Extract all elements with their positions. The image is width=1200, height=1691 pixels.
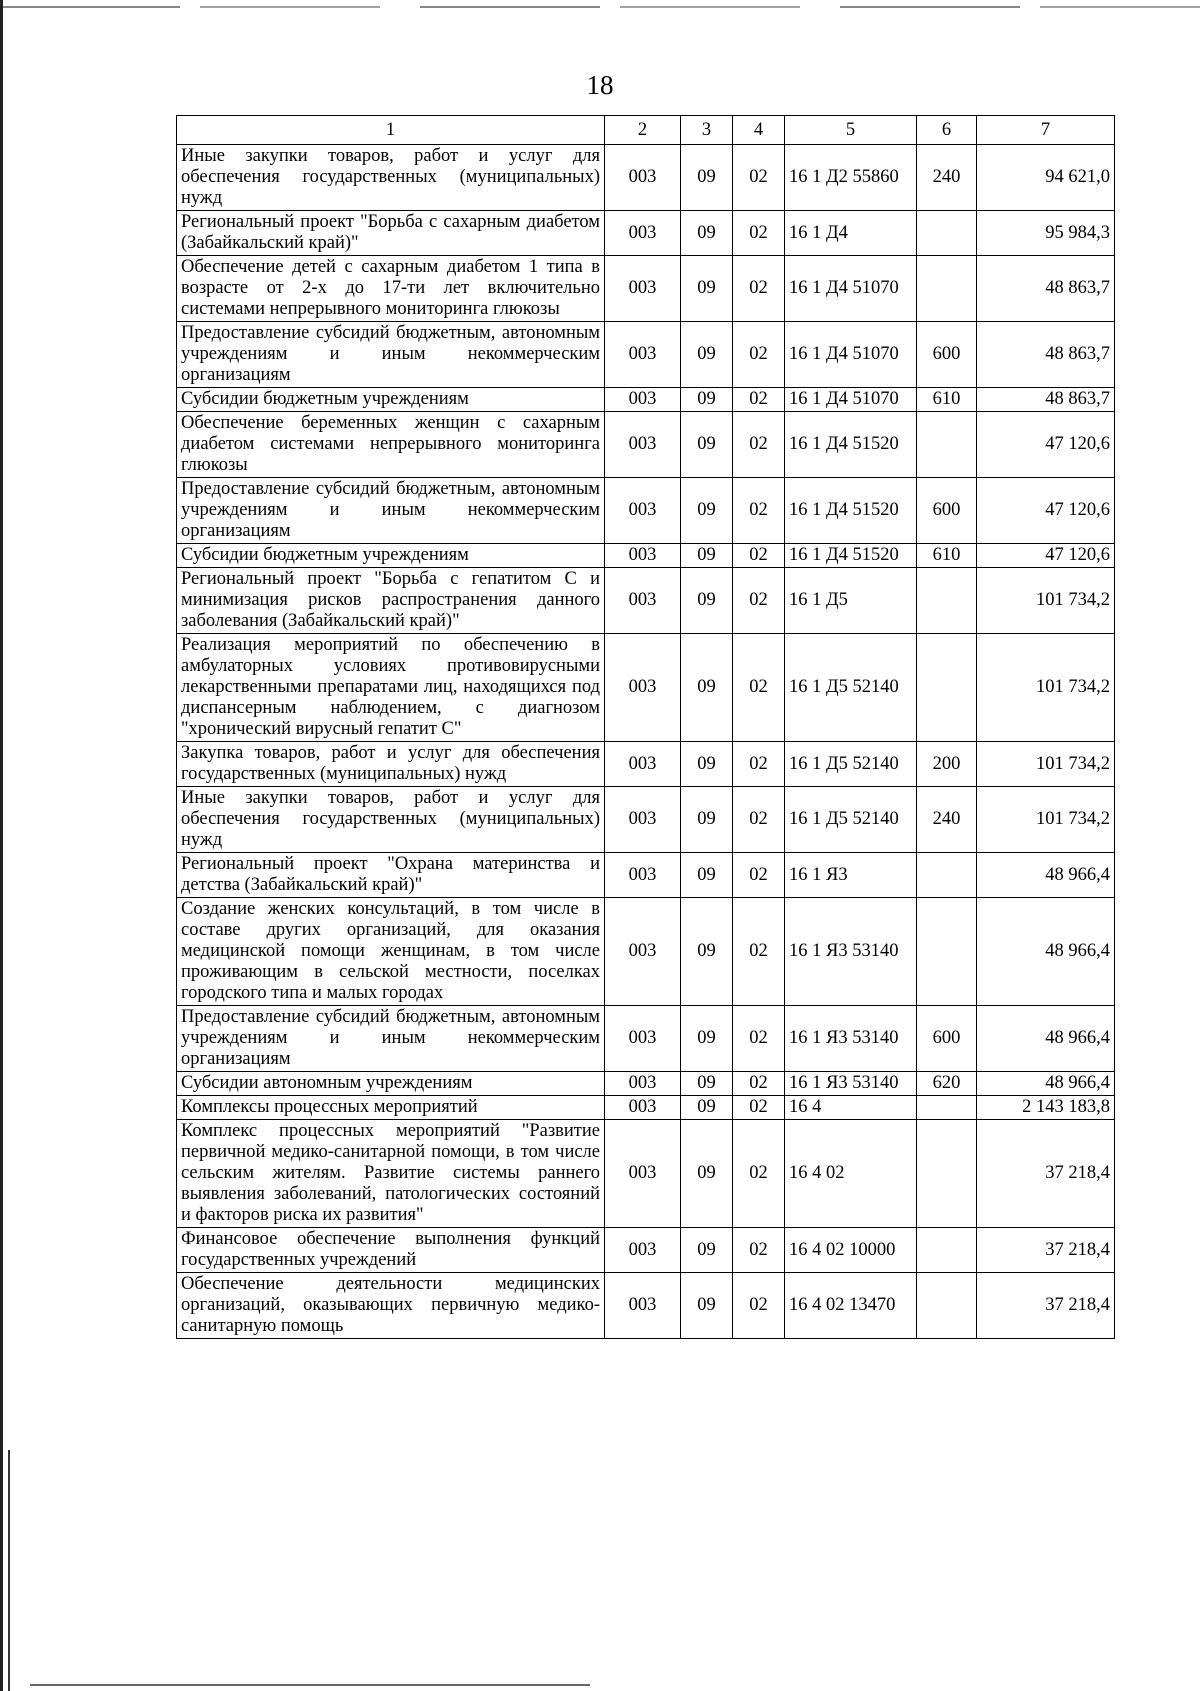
code-ministry-cell: 003 bbox=[605, 1096, 681, 1120]
code-ministry-cell: 003 bbox=[605, 412, 681, 478]
code-section-cell: 09 bbox=[681, 853, 733, 898]
code-subsection-cell: 02 bbox=[733, 742, 785, 787]
row-name-cell: Предоставление субсидий бюджетным, автономным учреждениям и иным некоммерческим организациям bbox=[177, 1006, 605, 1072]
code-section-cell: 09 bbox=[681, 898, 733, 1006]
row-name-cell: Предоставление субсидий бюджетным, автономным учреждениям и иным некоммерческим организациям bbox=[177, 322, 605, 388]
code-subsection-cell: 02 bbox=[733, 256, 785, 322]
code-section-cell: 09 bbox=[681, 1072, 733, 1096]
code-subsection-cell: 02 bbox=[733, 1273, 785, 1339]
code-expense-type-cell bbox=[917, 412, 977, 478]
table-row bbox=[177, 256, 1115, 322]
row-name-cell: Обеспечение беременных женщин с сахарным диабетом системами непрерывного мониторинга глюкозы bbox=[177, 412, 605, 478]
budget-table bbox=[176, 115, 1115, 1339]
table-row bbox=[177, 544, 1115, 568]
code-ministry-cell: 003 bbox=[605, 322, 681, 388]
code-target-cell: 16 4 bbox=[785, 1096, 917, 1120]
code-subsection-cell: 02 bbox=[733, 211, 785, 256]
amount-cell: 101 734,2 bbox=[977, 787, 1115, 853]
table-row bbox=[177, 1096, 1115, 1120]
code-expense-type-cell bbox=[917, 898, 977, 1006]
code-expense-type-cell bbox=[917, 1120, 977, 1228]
amount-cell: 37 218,4 bbox=[977, 1228, 1115, 1273]
amount-cell: 101 734,2 bbox=[977, 634, 1115, 742]
code-subsection-cell: 02 bbox=[733, 388, 785, 412]
code-target-cell: 16 4 02 bbox=[785, 1120, 917, 1228]
code-target-cell: 16 1 Я3 53140 bbox=[785, 1072, 917, 1096]
code-target-cell: 16 1 Д4 51070 bbox=[785, 322, 917, 388]
code-ministry-cell: 003 bbox=[605, 544, 681, 568]
code-subsection-cell: 02 bbox=[733, 1228, 785, 1273]
column-header: 5 bbox=[785, 116, 917, 145]
code-expense-type-cell bbox=[917, 634, 977, 742]
scan-artifact-left-mark bbox=[8, 1450, 10, 1691]
code-section-cell: 09 bbox=[681, 211, 733, 256]
code-subsection-cell: 02 bbox=[733, 634, 785, 742]
table-row bbox=[177, 1006, 1115, 1072]
code-subsection-cell: 02 bbox=[733, 898, 785, 1006]
table-row bbox=[177, 787, 1115, 853]
column-header: 4 bbox=[733, 116, 785, 145]
code-section-cell: 09 bbox=[681, 1228, 733, 1273]
code-section-cell: 09 bbox=[681, 388, 733, 412]
code-ministry-cell: 003 bbox=[605, 568, 681, 634]
amount-cell: 47 120,6 bbox=[977, 478, 1115, 544]
row-name-cell: Финансовое обеспечение выполнения функций государственных учреждений bbox=[177, 1228, 605, 1273]
code-subsection-cell: 02 bbox=[733, 853, 785, 898]
code-ministry-cell: 003 bbox=[605, 634, 681, 742]
code-target-cell: 16 1 Я3 53140 bbox=[785, 1006, 917, 1072]
code-subsection-cell: 02 bbox=[733, 787, 785, 853]
column-header: 7 bbox=[977, 116, 1115, 145]
code-target-cell: 16 1 Д5 bbox=[785, 568, 917, 634]
table-row bbox=[177, 478, 1115, 544]
code-subsection-cell: 02 bbox=[733, 412, 785, 478]
code-section-cell: 09 bbox=[681, 322, 733, 388]
code-expense-type-cell: 610 bbox=[917, 388, 977, 412]
code-expense-type-cell: 240 bbox=[917, 145, 977, 211]
table-row bbox=[177, 388, 1115, 412]
column-header: 3 bbox=[681, 116, 733, 145]
code-target-cell: 16 1 Д4 51070 bbox=[785, 388, 917, 412]
amount-cell: 47 120,6 bbox=[977, 412, 1115, 478]
amount-cell: 101 734,2 bbox=[977, 742, 1115, 787]
code-ministry-cell: 003 bbox=[605, 1072, 681, 1096]
code-subsection-cell: 02 bbox=[733, 145, 785, 211]
table-row bbox=[177, 634, 1115, 742]
code-section-cell: 09 bbox=[681, 412, 733, 478]
row-name-cell: Субсидии автономным учреждениям bbox=[177, 1072, 605, 1096]
code-expense-type-cell: 600 bbox=[917, 478, 977, 544]
amount-cell: 94 621,0 bbox=[977, 145, 1115, 211]
scan-artifact-left-edge bbox=[0, 0, 3, 1691]
code-section-cell: 09 bbox=[681, 568, 733, 634]
scan-artifact-top bbox=[0, 6, 1200, 8]
row-name-cell: Комплекс процессных мероприятий "Развитие первичной медико-санитарной помощи, в том числе сельским жителям. Развитие системы раннего выявления заболеваний, патологических состояний и факторов риска их развития" bbox=[177, 1120, 605, 1228]
code-expense-type-cell bbox=[917, 1228, 977, 1273]
code-ministry-cell: 003 bbox=[605, 1228, 681, 1273]
table-row bbox=[177, 1273, 1115, 1339]
code-target-cell: 16 1 Д5 52140 bbox=[785, 742, 917, 787]
amount-cell: 101 734,2 bbox=[977, 568, 1115, 634]
code-subsection-cell: 02 bbox=[733, 1072, 785, 1096]
table-row bbox=[177, 1072, 1115, 1096]
row-name-cell: Обеспечение детей с сахарным диабетом 1 типа в возрасте от 2-х до 17-ти лет включительно системами непрерывного мониторинга глюкозы bbox=[177, 256, 605, 322]
code-section-cell: 09 bbox=[681, 145, 733, 211]
row-name-cell: Создание женских консультаций, в том числе в составе других организаций, для оказания медицинской помощи женщинам, в том числе проживающим в сельской местности, поселках городского типа и малых городах bbox=[177, 898, 605, 1006]
code-expense-type-cell: 240 bbox=[917, 787, 977, 853]
code-subsection-cell: 02 bbox=[733, 478, 785, 544]
amount-cell: 48 966,4 bbox=[977, 1072, 1115, 1096]
amount-cell: 48 863,7 bbox=[977, 388, 1115, 412]
code-expense-type-cell: 620 bbox=[917, 1072, 977, 1096]
row-name-cell: Обеспечение деятельности медицинских организаций, оказывающих первичную медико-санитарную помощь bbox=[177, 1273, 605, 1339]
code-expense-type-cell bbox=[917, 853, 977, 898]
code-section-cell: 09 bbox=[681, 1006, 733, 1072]
table-row bbox=[177, 1228, 1115, 1273]
code-subsection-cell: 02 bbox=[733, 544, 785, 568]
table-header-row bbox=[177, 116, 1115, 145]
code-ministry-cell: 003 bbox=[605, 853, 681, 898]
code-subsection-cell: 02 bbox=[733, 1006, 785, 1072]
row-name-cell: Субсидии бюджетным учреждениям bbox=[177, 388, 605, 412]
code-target-cell: 16 1 Д5 52140 bbox=[785, 634, 917, 742]
code-target-cell: 16 1 Д4 51070 bbox=[785, 256, 917, 322]
column-header: 1 bbox=[177, 116, 605, 145]
code-ministry-cell: 003 bbox=[605, 1120, 681, 1228]
code-ministry-cell: 003 bbox=[605, 388, 681, 412]
code-expense-type-cell bbox=[917, 1273, 977, 1339]
table-row bbox=[177, 742, 1115, 787]
amount-cell: 95 984,3 bbox=[977, 211, 1115, 256]
code-section-cell: 09 bbox=[681, 256, 733, 322]
amount-cell: 2 143 183,8 bbox=[977, 1096, 1115, 1120]
table-row bbox=[177, 322, 1115, 388]
amount-cell: 48 863,7 bbox=[977, 322, 1115, 388]
code-target-cell: 16 1 Д5 52140 bbox=[785, 787, 917, 853]
code-section-cell: 09 bbox=[681, 544, 733, 568]
code-subsection-cell: 02 bbox=[733, 1096, 785, 1120]
amount-cell: 37 218,4 bbox=[977, 1273, 1115, 1339]
code-ministry-cell: 003 bbox=[605, 478, 681, 544]
code-section-cell: 09 bbox=[681, 787, 733, 853]
row-name-cell: Закупка товаров, работ и услуг для обеспечения государственных (муниципальных) нужд bbox=[177, 742, 605, 787]
page-number: 18 bbox=[586, 70, 614, 100]
code-expense-type-cell: 600 bbox=[917, 322, 977, 388]
column-header: 6 bbox=[917, 116, 977, 145]
table-row bbox=[177, 568, 1115, 634]
table-row bbox=[177, 145, 1115, 211]
row-name-cell: Предоставление субсидий бюджетным, автономным учреждениям и иным некоммерческим организациям bbox=[177, 478, 605, 544]
code-target-cell: 16 1 Д2 55860 bbox=[785, 145, 917, 211]
code-ministry-cell: 003 bbox=[605, 742, 681, 787]
code-section-cell: 09 bbox=[681, 1120, 733, 1228]
code-ministry-cell: 003 bbox=[605, 145, 681, 211]
code-expense-type-cell bbox=[917, 211, 977, 256]
row-name-cell: Региональный проект "Охрана материнства и детства (Забайкальский край)" bbox=[177, 853, 605, 898]
code-ministry-cell: 003 bbox=[605, 1006, 681, 1072]
code-ministry-cell: 003 bbox=[605, 1273, 681, 1339]
code-section-cell: 09 bbox=[681, 478, 733, 544]
code-expense-type-cell bbox=[917, 1096, 977, 1120]
table-body bbox=[177, 145, 1115, 1339]
table-row bbox=[177, 412, 1115, 478]
amount-cell: 37 218,4 bbox=[977, 1120, 1115, 1228]
code-ministry-cell: 003 bbox=[605, 211, 681, 256]
amount-cell: 48 966,4 bbox=[977, 898, 1115, 1006]
code-target-cell: 16 4 02 10000 bbox=[785, 1228, 917, 1273]
scan-artifact-bottom bbox=[30, 1684, 590, 1686]
code-expense-type-cell bbox=[917, 256, 977, 322]
code-target-cell: 16 1 Я3 53140 bbox=[785, 898, 917, 1006]
code-target-cell: 16 1 Д4 bbox=[785, 211, 917, 256]
row-name-cell: Субсидии бюджетным учреждениям bbox=[177, 544, 605, 568]
code-expense-type-cell: 610 bbox=[917, 544, 977, 568]
code-expense-type-cell: 600 bbox=[917, 1006, 977, 1072]
table-row bbox=[177, 211, 1115, 256]
row-name-cell: Иные закупки товаров, работ и услуг для обеспечения государственных (муниципальных) нужд bbox=[177, 787, 605, 853]
code-ministry-cell: 003 bbox=[605, 898, 681, 1006]
code-subsection-cell: 02 bbox=[733, 1120, 785, 1228]
code-target-cell: 16 4 02 13470 bbox=[785, 1273, 917, 1339]
code-section-cell: 09 bbox=[681, 1096, 733, 1120]
row-name-cell: Комплексы процессных мероприятий bbox=[177, 1096, 605, 1120]
table-row bbox=[177, 853, 1115, 898]
row-name-cell: Региональный проект "Борьба с гепатитом С и минимизация рисков распространения данного заболевания (Забайкальский край)" bbox=[177, 568, 605, 634]
amount-cell: 47 120,6 bbox=[977, 544, 1115, 568]
amount-cell: 48 863,7 bbox=[977, 256, 1115, 322]
code-ministry-cell: 003 bbox=[605, 256, 681, 322]
code-target-cell: 16 1 Д4 51520 bbox=[785, 544, 917, 568]
code-section-cell: 09 bbox=[681, 634, 733, 742]
code-ministry-cell: 003 bbox=[605, 787, 681, 853]
table-row bbox=[177, 898, 1115, 1006]
code-section-cell: 09 bbox=[681, 1273, 733, 1339]
table-row bbox=[177, 1120, 1115, 1228]
code-subsection-cell: 02 bbox=[733, 568, 785, 634]
code-target-cell: 16 1 Д4 51520 bbox=[785, 478, 917, 544]
row-name-cell: Региональный проект "Борьба с сахарным диабетом (Забайкальский край)" bbox=[177, 211, 605, 256]
column-header: 2 bbox=[605, 116, 681, 145]
amount-cell: 48 966,4 bbox=[977, 853, 1115, 898]
code-subsection-cell: 02 bbox=[733, 322, 785, 388]
code-expense-type-cell: 200 bbox=[917, 742, 977, 787]
code-expense-type-cell bbox=[917, 568, 977, 634]
code-target-cell: 16 1 Д4 51520 bbox=[785, 412, 917, 478]
row-name-cell: Иные закупки товаров, работ и услуг для обеспечения государственных (муниципальных) нужд bbox=[177, 145, 605, 211]
amount-cell: 48 966,4 bbox=[977, 1006, 1115, 1072]
row-name-cell: Реализация мероприятий по обеспечению в амбулаторных условиях противовирусными лекарственными препаратами лиц, находящихся под диспансерным наблюдением, с диагнозом "хронический вирусный гепатит С" bbox=[177, 634, 605, 742]
code-section-cell: 09 bbox=[681, 742, 733, 787]
code-target-cell: 16 1 Я3 bbox=[785, 853, 917, 898]
